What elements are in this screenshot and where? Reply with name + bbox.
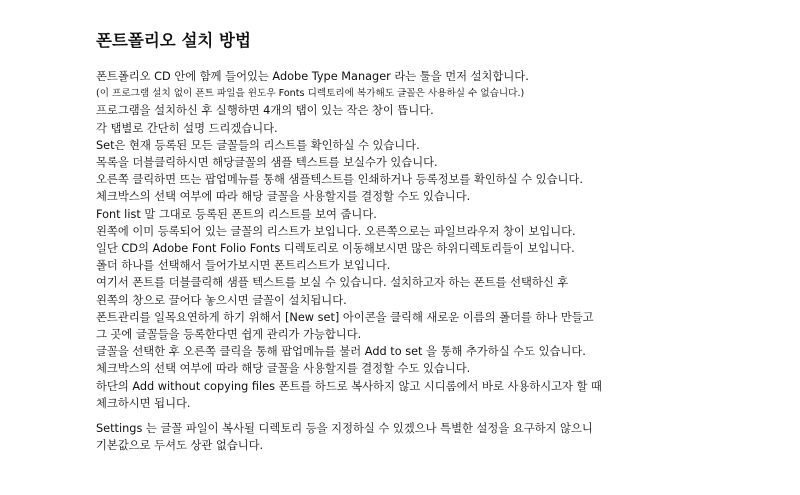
body-line: 체크박스의 선택 여부에 따라 해당 글꼴을 사용할지를 결정할 수도 있습니다. [96,362,471,376]
body-line: 체크박스의 선택 여부에 따라 해당 글꼴을 사용할지를 결정할 수도 있습니다. [96,190,471,204]
paragraph-gap [96,412,656,420]
body-line-note: (이 프로그램 설치 없이 폰트 파일을 윈도우 Fonts 디렉토리에 복가해도 글꼴은 사용하실 수 없습니다.) [96,88,525,100]
body-line: 폰트관리를 일목요연하게 하기 위해서 [New set] 아이콘을 클릭해 새로운 이름의 폴더를 하나 만들고 [96,310,594,324]
body-line: 그 곳에 글꼴들을 등록한다면 쉽게 관리가 가능합니다. [96,328,362,342]
body-line: 왼쪽의 창으로 끌어다 놓으시면 글꼴이 설치됩니다. [96,293,347,307]
page-title: 폰트폴리오 설치 방법 [96,31,251,50]
body-line: 왼쪽에 이미 등록되어 있는 글꼴의 리스트가 보입니다. 오른쪽으로는 파일브라우저 창이 보입니다. [96,224,576,238]
body-line: 폴더 하나를 선택해서 들어가보시면 폰트리스트가 보입니다. [96,259,391,273]
body-line: Settings 는 글꼴 파일이 복사될 디렉토리 등을 지정하실 수 있겠으나 특별한 설정을 요구하지 않으니 [96,422,593,436]
body-line: 프로그램을 설치하신 후 실행하면 4개의 탭이 있는 작은 창이 뜹니다. [96,104,434,118]
body-line: 폰트폴리오 CD 안에 함께 들어있는 Adobe Type Manager 라는 툴을 먼저 설치합니다. [96,70,529,83]
document-page [96,30,656,454]
body-line: 체크하시면 됩니다. [96,396,191,410]
body-line: 목록을 더블클릭하시면 해당글꼴의 샘플 텍스트를 보실수가 있습니다. [96,156,438,170]
document-body [96,68,656,454]
body-line: Font list 말 그대로 등록된 폰트의 리스트를 보여 줍니다. [96,207,377,221]
body-line: 각 탭별로 간단히 설명 드리겠습니다. [96,121,278,135]
body-line: 기본값으로 두셔도 상관 없습니다. [96,439,264,453]
body-line: 일단 CD의 Adobe Font Folio Fonts 디렉토리로 이동해보시면 많은 하위디렉토리들이 보입니다. [96,242,575,256]
body-line: Set은 현재 등록된 모든 글꼴들의 리스트를 확인하실 수 있습니다. [96,138,420,152]
body-line: 여기서 폰트를 더블클릭해 샘플 텍스트를 보실 수 있습니다. 설치하고자 하는 폰트를 선택하신 후 [96,276,569,290]
body-line: 오른쪽 클릭하면 뜨는 팝업메뉴를 통해 샘플텍스트를 인쇄하거나 등록정보를 확인하실 수 있습니다. [96,173,583,187]
body-line: 하단의 Add without copying files 폰트를 하드로 복사하지 않고 시디롬에서 바로 사용하시고자 할 때 [96,379,602,393]
body-line: 글꼴을 선택한 후 오른쪽 클릭을 통해 팝업메뉴를 불러 Add to set 을 통해 추가하실 수도 있습니다. [96,345,586,359]
